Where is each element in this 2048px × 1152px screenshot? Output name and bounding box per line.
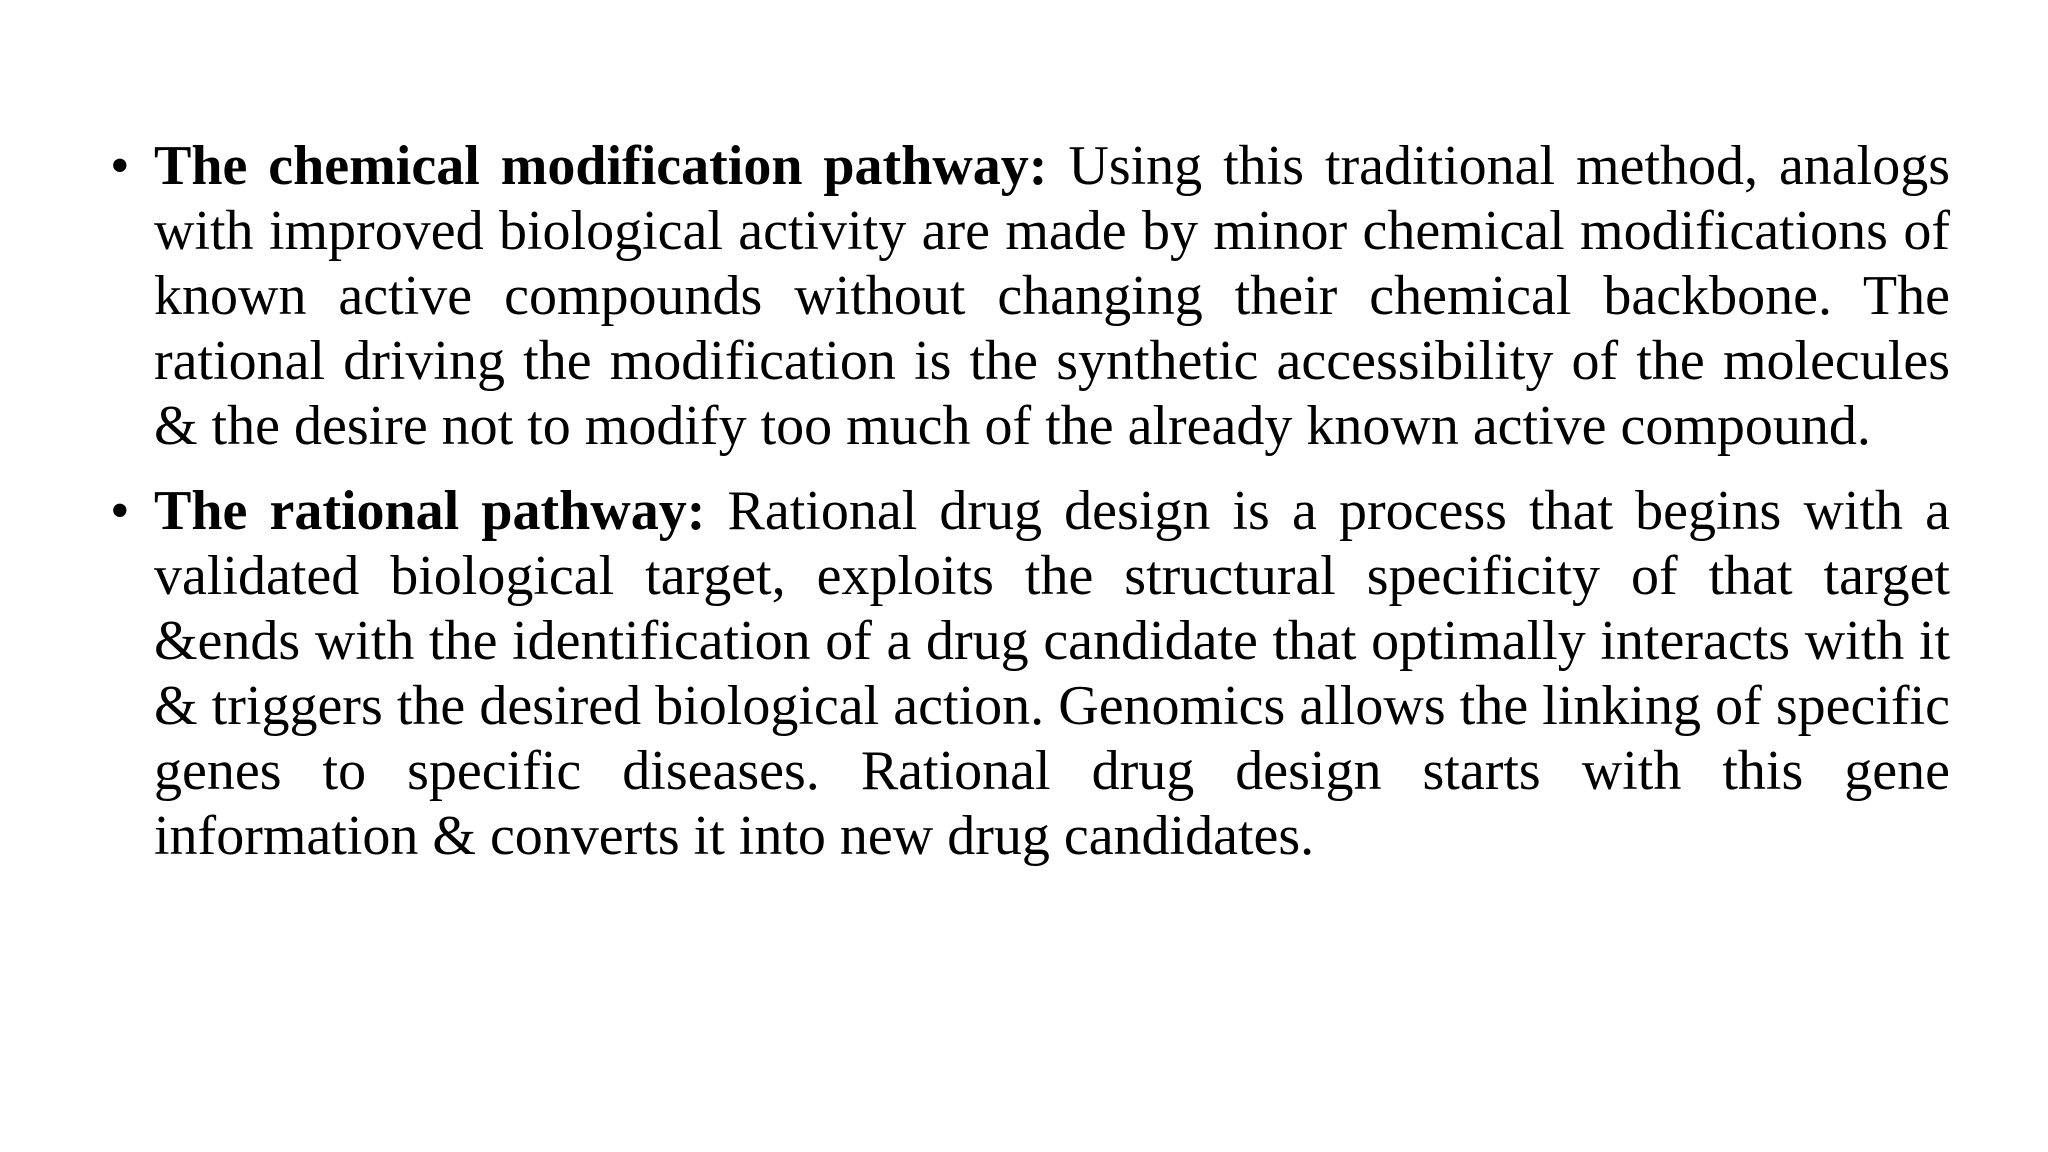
bullet-item-rational-pathway [110, 479, 1950, 869]
bullet-text: Rational drug design is a process that begins with a validated biological target, exploits the structural specificity of that target &ends with the identification of a drug candidate that optimally interacts with it & triggers the desired biological action. Genomics allows the linking of specific genes to specific diseases. Rational drug design starts with this gene information & converts it into new drug candidates. [154, 480, 1950, 867]
bullet-term: The rational pathway: [154, 480, 706, 542]
bullet-item-chemical-modification [110, 134, 1950, 459]
bullet-marker: • [110, 135, 130, 197]
bullet-list [110, 134, 1950, 889]
bullet-text: Using this traditional method, analogs with improved biological activity are made by minor chemical modifications of known active compounds without changing their chemical backbone. The rational driving the modification is the synthetic accessibility of the molecules & the desire not to modify too much of the already known active compound. [154, 135, 1951, 457]
bullet-term: The chemical modification pathway: [154, 135, 1048, 197]
bullet-marker: • [110, 480, 130, 542]
